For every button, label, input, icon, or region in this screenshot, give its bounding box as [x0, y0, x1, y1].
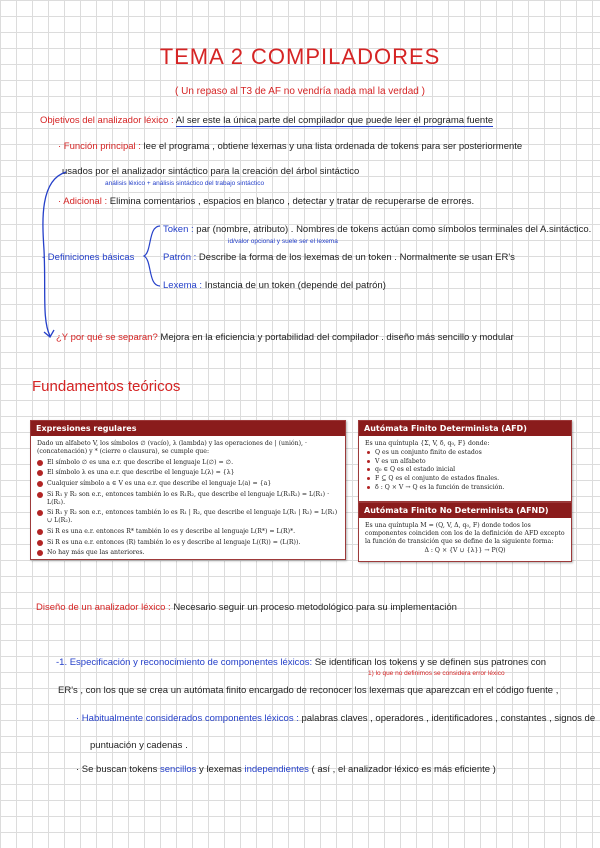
habitual-line [76, 713, 595, 724]
separan-question: ¿Y por qué se separan? [56, 332, 158, 343]
afd-item: δ : Q × V → Q es la función de transición. [365, 484, 565, 492]
funcion-line [58, 141, 522, 152]
token-line [163, 224, 591, 235]
er-box-title: Expresiones regulares [31, 421, 345, 436]
er-list [37, 459, 339, 558]
buscan-post: ( así , el analizador léxico es más eficiente ) [311, 764, 496, 775]
afd-list [365, 449, 565, 492]
er-item: Si R es una e.r. entonces R* también lo es y describe al lenguaje L(R*) = L(R)*. [37, 528, 339, 536]
funcion-text: lee el programa , obtiene lexemas y una lista ordenada de tokens para ser posteriormente [143, 141, 523, 152]
diseno-line [36, 602, 457, 613]
afd-item: q₀ ∈ Q es el estado inicial [365, 466, 565, 474]
afnd-box-text: Es una quíntupla M = (Q, V, Δ, q₀, F) donde todos los componentes coinciden con los de la definición de AFD excepto la función de transición que se define de la siguiente forma: [365, 522, 565, 545]
patron-label: Patrón : [163, 252, 197, 263]
buscan-line [76, 764, 496, 775]
er-item: El símbolo λ es una e.r. que describe el lenguaje L(λ) = {λ} [37, 469, 339, 477]
adicional-label: · Adicional : [58, 196, 108, 207]
lexema-label: Lexema : [163, 280, 203, 291]
er-box-intro: Dado un alfabeto V, los símbolos ∅ (vacío), λ (lambda) y las operaciones de | (unión), · (concatenación) y * (cierre o clausura), se cumple que: [37, 440, 307, 455]
definiciones-brace-icon [140, 222, 162, 290]
afd-box-intro: Es una quíntupla {Σ, V, δ, q₀, F} donde: [365, 440, 490, 447]
adicional-line [58, 196, 474, 207]
paso1-label: -1. Especificación y reconocimiento de componentes léxicos: [56, 657, 313, 668]
buscan-word-independientes: independientes [244, 764, 309, 775]
afnd-box-title: Autómata Finito No Determinista (AFND) [359, 503, 571, 518]
page-subtitle: ( Un repaso al T3 de AF no vendría nada mal la verdad ) [175, 86, 425, 97]
afd-box [358, 420, 572, 502]
objetivos-text: Al ser este la única parte del compilador que puede leer el programa fuente [175, 115, 494, 126]
afd-item: F ⊆ Q es el conjunto de estados finales. [365, 475, 565, 483]
afnd-formula: Δ : Q × {V ∪ {λ}} → P(Q) [424, 547, 506, 555]
separan-line [56, 332, 514, 343]
funcion-text2: usados por el analizador sintáctico para la creación del árbol sintáctico [62, 166, 360, 177]
afd-item: V es un alfabeto [365, 458, 565, 466]
habitual-text2: puntuación y cadenas . [90, 740, 188, 751]
diseno-label: Diseño de un analizador léxico : [36, 602, 171, 613]
paso1-text: Se identifican los tokens y se definen sus patrones con [314, 657, 547, 668]
afnd-box [358, 502, 572, 562]
er-item: Si R₁ y R₂ son e.r., entonces también lo es R₁ | R₂, que describe el lenguaje L(R₁ | R₂) = L(R₁) ∪ L(R₂). [37, 509, 339, 525]
buscan-word-sencillos: sencillos [159, 764, 197, 775]
patron-line [163, 252, 515, 263]
funcion-note: análisis léxico + análisis sintáctico del trabajo sintáctico [105, 180, 265, 187]
buscan-pre: · Se buscan tokens [76, 764, 158, 775]
afd-box-title: Autómata Finito Determinista (AFD) [359, 421, 571, 436]
token-note: id/valor opcional y suele ser el lexema [228, 238, 338, 245]
separan-answer: Mejora en la eficiencia y portabilidad del compilador . diseño más sencillo y modular [160, 332, 514, 343]
paso1-note: 1) lo que no definimos se considera error léxico [368, 670, 505, 677]
patron-text: Describe la forma de los lexemas de un token . Normalmente se usan ER's [198, 252, 515, 263]
fundamentos-title: Fundamentos teóricos [32, 378, 181, 395]
er-item: El símbolo ∅ es una e.r. que describe el lenguaje L(∅) = ∅. [37, 459, 339, 467]
habitual-label: · Habitualmente considerados componentes léxicos : [76, 713, 299, 724]
lexema-text: Instancia de un token (depende del patrón) [204, 280, 386, 291]
er-box [30, 420, 346, 560]
diseno-text: Necesario seguir un proceso metodológico para su implementación [173, 602, 457, 613]
objetivos-label: Objetivos del analizador léxico : [40, 115, 174, 126]
er-item: Si R es una e.r. entonces (R) también lo es y describe al lenguaje L((R)) = (L(R)). [37, 539, 339, 547]
funcion-label: · Función principal : [58, 141, 141, 152]
lexema-line [163, 280, 386, 291]
definiciones-label: - Definiciones básicas [42, 252, 135, 263]
token-label: Token : [163, 224, 194, 235]
token-text: par (nombre, atributo) . Nombres de tokens actúan como símbolos terminales del A.sintáctico. [196, 224, 592, 235]
buscan-mid: y lexemas [199, 764, 242, 775]
er-item: Si R₁ y R₂ son e.r., entonces también lo es R₁R₂, que describe el lenguaje L(R₁R₂) = L(R₁) · L(R₂). [37, 491, 339, 507]
page-title: TEMA 2 COMPILADORES [159, 44, 441, 69]
afd-item: Q es un conjunto finito de estados [365, 449, 565, 457]
paso1-text2: ER's , con los que se crea un autómata finito encargado de reconocer los lexemas que aparezcan en el código fuente , [58, 685, 559, 696]
er-item: Cualquier símbolo a ∈ V es una e.r. que describe el lenguaje L(a) = {a} [37, 480, 339, 488]
habitual-text: palabras claves , operadores , identificadores , constantes , signos de [301, 713, 596, 724]
objetivos-line [40, 115, 493, 126]
adicional-text: Elimina comentarios , espacios en blanco , detectar y tratar de recuperarse de errores. [109, 196, 475, 207]
paso1-line [56, 657, 546, 668]
er-item: No hay más que las anteriores. [37, 549, 339, 557]
